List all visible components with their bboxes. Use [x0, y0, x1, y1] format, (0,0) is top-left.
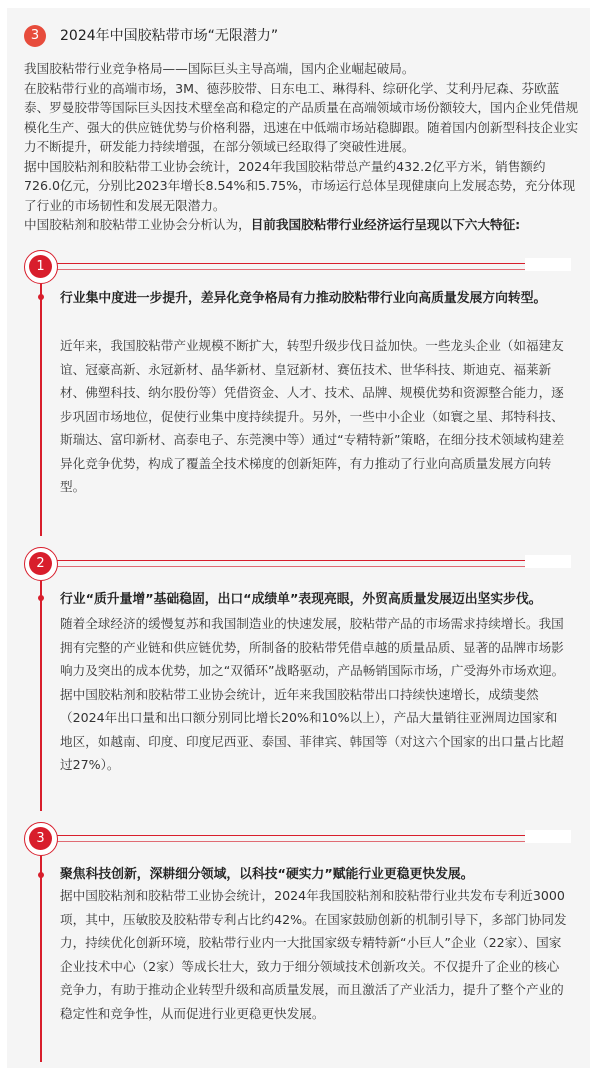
section-title: 2024年中国胶粘带市场“无限潜力”: [60, 28, 279, 44]
intro-highlight: 目前我国胶粘带行业经济运行呈现以下六大特征:: [250, 217, 521, 232]
divider-line-thin: [57, 841, 543, 842]
feature-number-badge: [24, 250, 58, 284]
feature-body: 据中国胶粘剂和胶粘带工业协会统计，2024年我国胶粘剂和胶粘带行业共发布专利近3000项，其中，压敏胶及胶粘带专利占比约42%。在国家鼓励创新的机制引导下，多部门协同发力，持续优化创新环境，胶粘带行业内一大批国家级专精特新“小巨人”企业（22家）、国家企业技术中心（2家）等成长壮大，致力于细分领域技术创新攻关。不仅提升了企业的核心竞争力，有助于推动企业转型升级和高质量发展，而且激活了产业活力，提升了整个产业的稳定性和竞争性，从而促进行业更稳更快发展。: [60, 888, 567, 1021]
divider-tab: [525, 258, 571, 271]
feature-number-badge: [24, 547, 58, 581]
intro-paragraph-2: 在胶粘带行业的高端市场，3M、德莎胶带、日东电工、琳得科、综研化学、艾利丹尼森、芬欧蓝泰、罗曼胶带等国际巨头因技术壁垒高和稳定的产品质量在高端领域市场份额较大，国内企业凭借规模化生产、强大的供应链优势与价格利器，迅速在中低端市场站稳脚跟。随着国内创新型科技企业实力不断提升，研发能力持续增强，在部分领域已经取得了突破性进展。: [24, 80, 579, 154]
feature-number-badge: [24, 822, 58, 856]
timeline-dot: [38, 872, 44, 878]
divider-tab: [525, 555, 571, 568]
timeline-line: [40, 581, 42, 811]
timeline-dot: [38, 595, 44, 601]
feature-body: 随着全球经济的缓慢复苏和我国制造业的快速发展，胶粘带产品的市场需求持续增长。我国拥有完整的产业链和供应链优势，所制备的胶粘带凭借卓越的质量品质、显著的品牌市场影响力及突出的成本优势，加之“双循环”战略驱动，产品畅销国际市场，广受海外市场欢迎。据中国胶粘剂和胶粘带工业协会统计，近年来我国胶粘带出口持续快速增长，成绩斐然（2024年出口量和出口额分别同比增长20%和10%以上），产品大量销往亚洲周边国家和地区，如越南、印度、印度尼西亚、泰国、菲律宾、韩国等（对这六个国家的出口量占比超过27%）。: [60, 616, 565, 772]
section-number-badge: 3: [24, 25, 46, 47]
feature-number: 3: [29, 827, 52, 850]
feature-section-1: [24, 250, 584, 540]
feature-number: 1: [29, 255, 52, 278]
intro-paragraph-1: 我国胶粘带行业竞争格局——国际巨头主导高端，国内企业崛起破局。: [24, 61, 415, 76]
intro-lead: 中国胶粘剂和胶粘带工业协会分析认为，: [24, 217, 251, 232]
intro-paragraph-3: 据中国胶粘剂和胶粘带工业协会统计，2024年我国胶粘带总产量约432.2亿平方米，销售额约726.0亿元，分别比2023年增长8.54%和5.75%，市场运行总体呈现健康向上发展态势，充分体现了行业的市场韧性和发展无限潜力。: [24, 158, 576, 213]
timeline-line: [40, 284, 42, 536]
feature-section-3: [24, 822, 584, 1064]
divider-line-thin: [57, 269, 543, 270]
timeline-dot: [38, 294, 44, 300]
intro-text: [24, 59, 579, 235]
timeline-line: [40, 856, 42, 1062]
divider-line: [57, 560, 543, 561]
feature-title: 行业“质升量增”基础稳固，出口“成绩单”表现亮眼，外贸高质量发展迈出坚实步伐。: [60, 592, 542, 607]
divider-line: [57, 263, 543, 264]
feature-number: 2: [29, 552, 52, 575]
divider-tab: [525, 830, 571, 843]
intro-paragraph-4: [24, 215, 579, 235]
feature-title: 行业集中度进一步提升，差异化竞争格局有力推动胶粘带行业向高质量发展方向转型。: [60, 291, 547, 306]
feature-section-2: [24, 547, 584, 817]
feature-title: 聚焦科技创新，深耕细分领域，以科技“硬实力”赋能行业更稳更快发展。: [60, 867, 474, 882]
divider-line: [57, 835, 543, 836]
feature-body: 近年来，我国胶粘带产业规模不断扩大，转型升级步伐日益加快。一些龙头企业（如福建友谊、冠豪高新、永冠新材、晶华新材、皇冠新材、赛伍技术、世华科技、斯迪克、福莱新材、佛塑科技、纳尔股份等）凭借资金、人才、技术、品牌、规模优势和资源整合能力，逐步巩固市场地位，促使行业集中度持续提升。另外，一些中小企业（如寰之星、邦特科技、斯瑞达、富印新材、高泰电子、东莞澳中等）通过“专精特新”策略，在细分技术领域构建差异化竞争优势，构成了覆盖全技术梯度的创新矩阵，有力推动了行业向高质量发展方向转型。: [60, 338, 565, 494]
divider-line-thin: [57, 566, 543, 567]
